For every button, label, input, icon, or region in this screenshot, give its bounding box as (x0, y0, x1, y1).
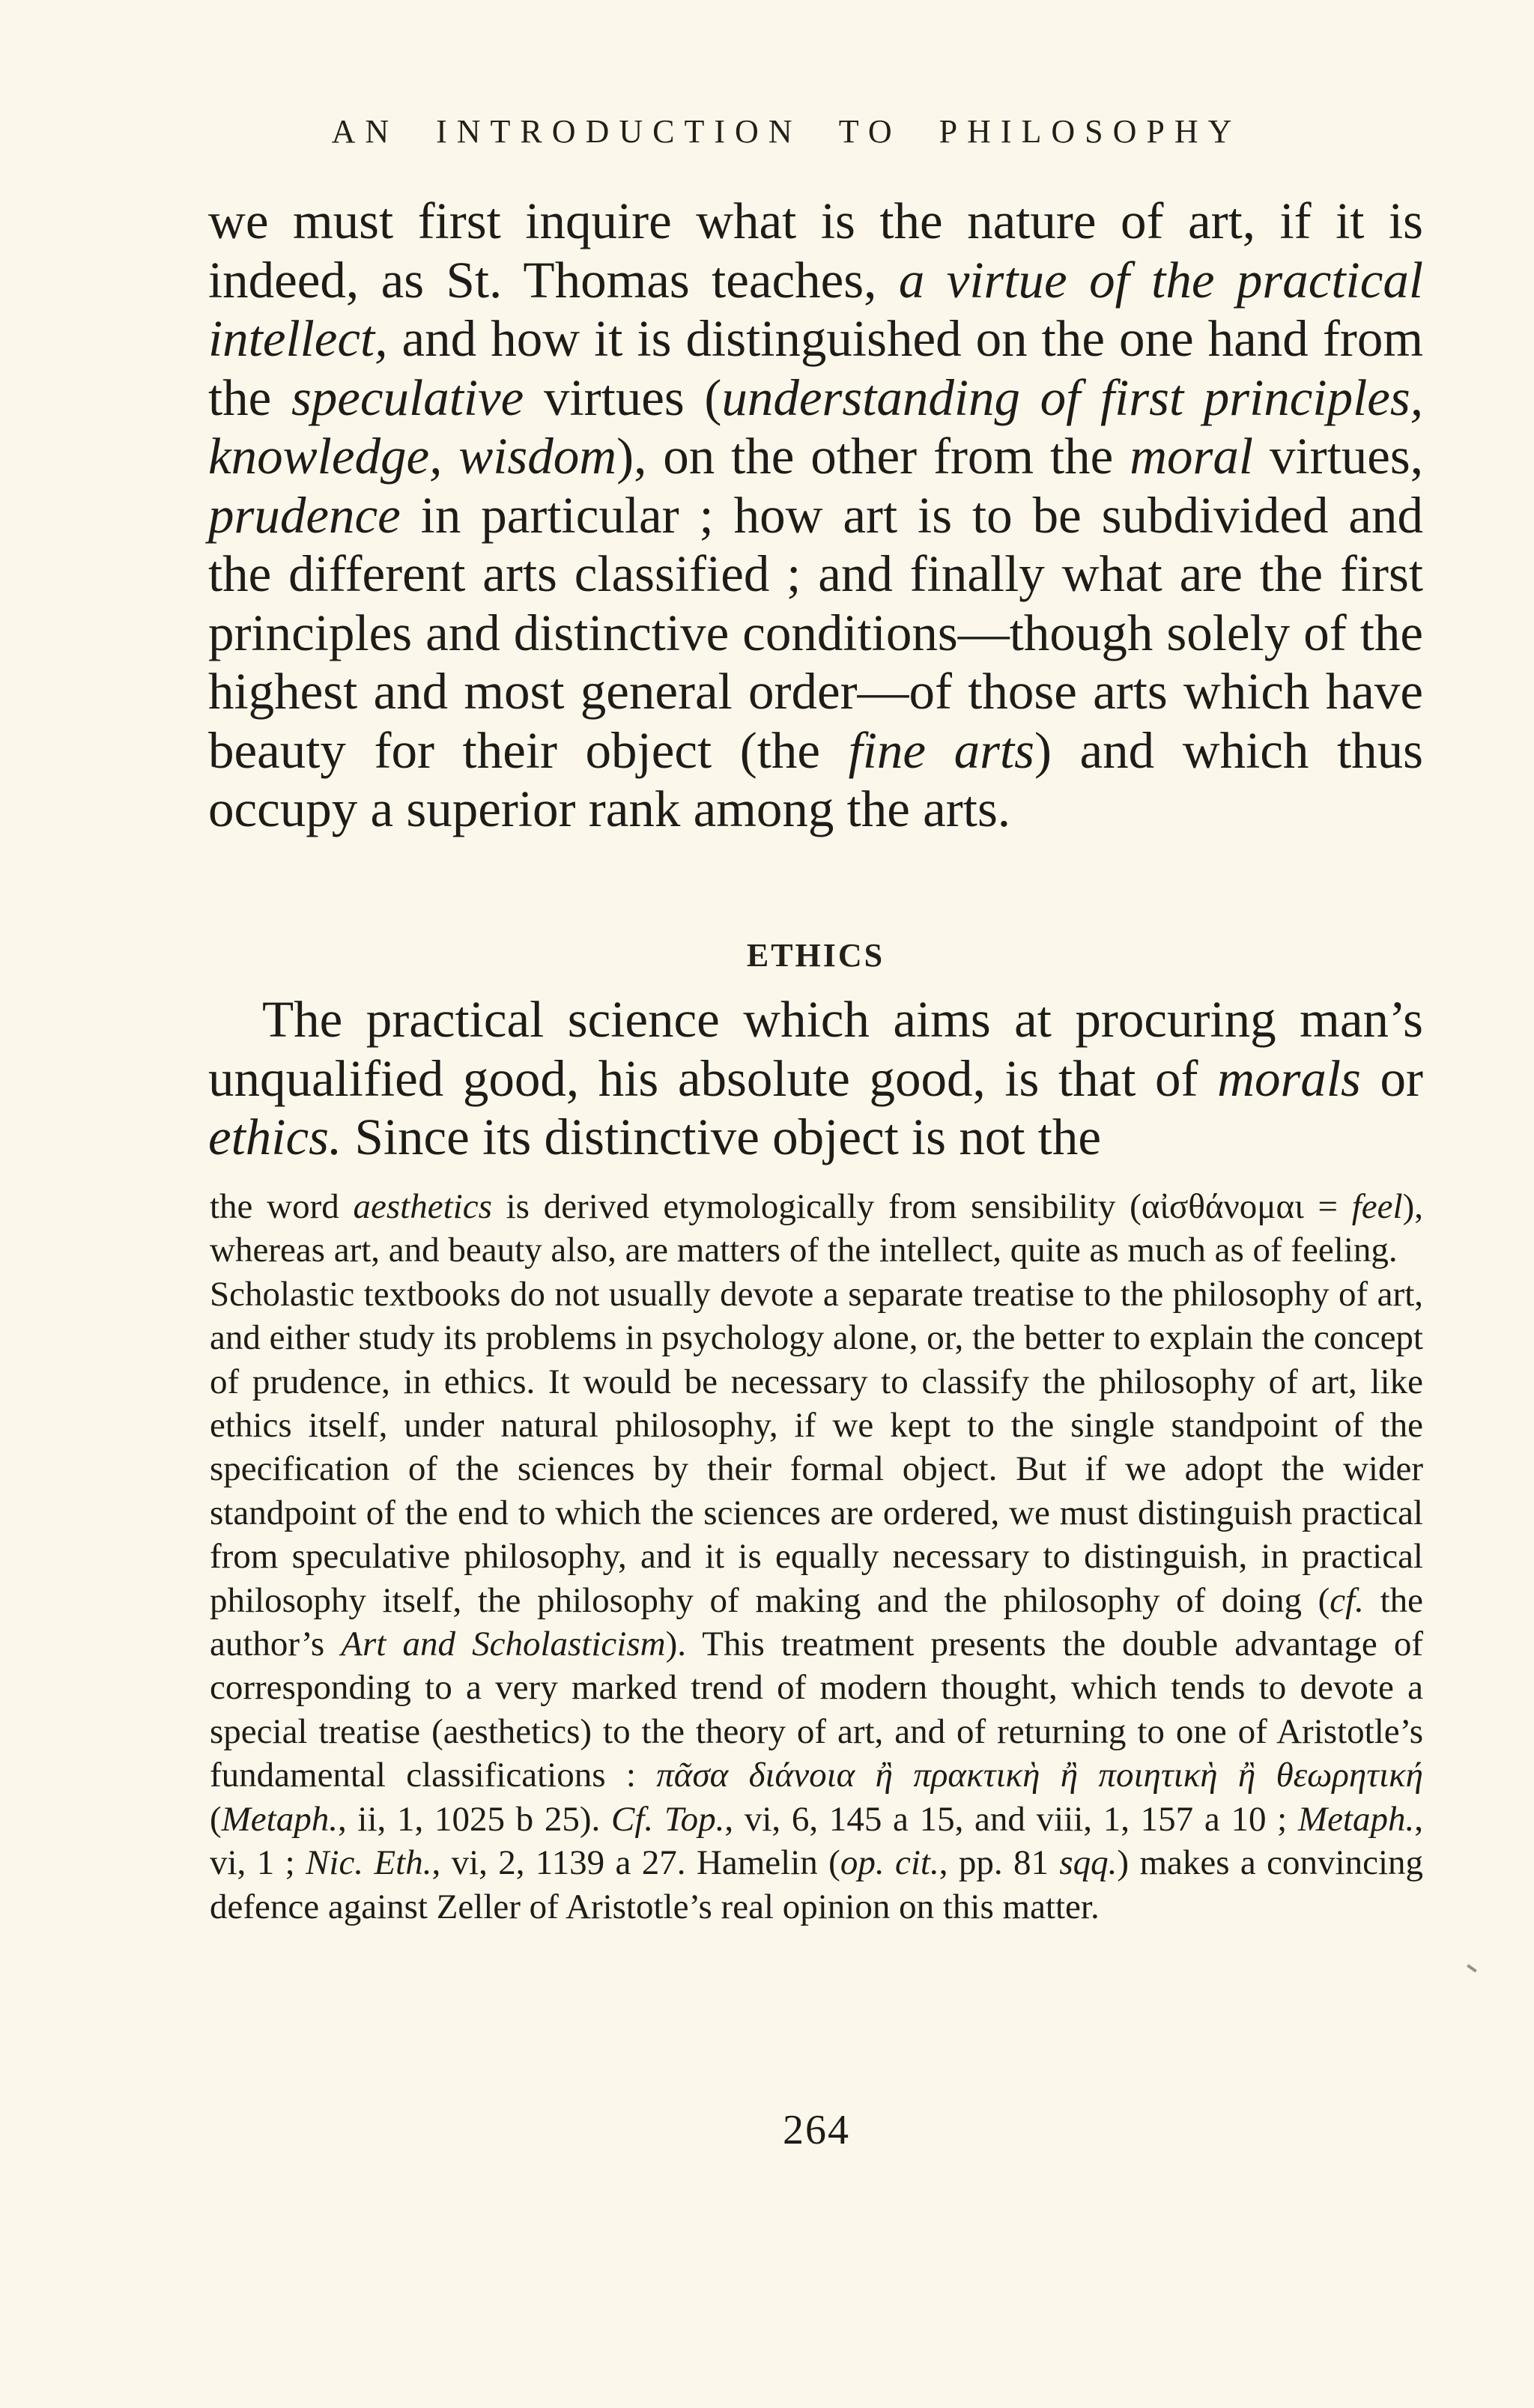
text-run: the author’s (210, 1580, 1424, 1664)
italic-run: ethics. (208, 1109, 342, 1165)
italic-run: understanding of first principles, knowledge, wisdom (208, 369, 1423, 485)
italic-run: op. cit. (840, 1843, 939, 1883)
text-run: in particular ; how art is to be subdivided and the different arts classified ; and finally what are the first principles and distinctive conditions—though solely of the highest and most general order—of those arts which have beauty for their object (the (208, 486, 1423, 779)
italic-run: aesthetics (353, 1187, 492, 1226)
text-run: The practical science which aims at procuring man’s unqualified good, his absolute good, is that of (208, 991, 1423, 1107)
text-run: ). This treatment presents the double advantage of corresponding to a very marked trend of modern thought, which tends to devote a special treatise (aesthetics) to the theory of art, and of returning to one of Aristotle’s fundamental classifications : (210, 1625, 1423, 1795)
text-run: , pp. 81 (939, 1843, 1060, 1883)
text-run: , ii, 1, 1025 b 25). (337, 1799, 611, 1839)
section-heading: ETHICS (746, 937, 885, 974)
text-run: , vi, 6, 145 a 15, and viii, 1, 157 a 10 ; (724, 1799, 1298, 1839)
italic-run: feel (1351, 1187, 1403, 1226)
italic-run: Art and Scholasticism (341, 1625, 666, 1664)
page-number: 264 (783, 2107, 850, 2153)
footnote-paragraph (210, 1273, 1423, 1929)
text-run: ( (210, 1799, 222, 1839)
italic-run: sqq. (1059, 1843, 1118, 1883)
body-paragraph (208, 192, 1423, 839)
italic-run: moral (1130, 428, 1254, 485)
ethics-paragraph (208, 990, 1423, 1167)
text-run: we must first inquire what is the nature of art, if it is indeed, as St. Thomas teaches, (208, 192, 1423, 309)
print-speck (1467, 1964, 1477, 1972)
italic-run: Cf. Top. (610, 1799, 725, 1839)
italic-run: fine arts (848, 721, 1034, 779)
footnote-block (210, 1185, 1423, 1929)
italic-run: morals (1217, 1049, 1361, 1107)
greek-quote: πᾶσα διάνοια ἢ πρακτικὴ ἢ ποιητικὴ ἢ θεωρητική (656, 1756, 1423, 1795)
text-run: ) makes a convincing defence against Zeller of Aristotle’s real opinion on this matter. (210, 1843, 1424, 1926)
text-run: ) and which thus occupy a superior rank among the arts. (208, 721, 1423, 837)
text-run: and how it is distinguished on the one hand from the (208, 310, 1423, 426)
text-run: Scholastic textbooks do not usually devote a separate treatise to the philosophy of art, and either study its problems in psychology alone, or, the better to explain the concept of prudence, in ethics. It would be necessary to classify the philosophy of art, like ethics itself, under natural philosophy, if we kept to the single standpoint of the specification of the sciences by their formal object. But if we adopt the wider standpoint of the end to which the sciences are ordered, we must distinguish practical from speculative philosophy, and it is equally necessary to distinguish, in practical philosophy itself, the philosophy of making and the philosophy of doing ( (210, 1274, 1423, 1620)
text-run: Since its distinctive object is not the (342, 1109, 1101, 1165)
text-run: , vi, 1 ; (210, 1799, 1423, 1883)
italic-run: Metaph. (221, 1799, 338, 1839)
text-run: , vi, 2, 1139 a 27. Hamelin ( (431, 1843, 840, 1883)
running-header: AN INTRODUCTION TO PHILOSOPHY (331, 113, 1242, 150)
text-run: ), whereas art, and beauty also, are matters of the intellect, quite as much as of feeling. (210, 1187, 1423, 1270)
italic-run: Nic. Eth. (306, 1843, 432, 1883)
text-run: virtues ( (524, 369, 722, 426)
text-run: ), on the other from the (616, 428, 1130, 485)
text-run: or (1360, 1049, 1423, 1107)
italic-run: cf. (1330, 1580, 1364, 1620)
italic-run: Metaph. (1297, 1799, 1415, 1839)
text-run: the word (210, 1187, 354, 1226)
italic-run: speculative (291, 369, 524, 426)
footnote-continuation (210, 1185, 1423, 1273)
italic-run: prudence (208, 486, 401, 544)
text-run: is derived etymologically from sensibility (αἰσθάνομαι = (491, 1187, 1352, 1226)
italic-run: a virtue of the practical intellect, (208, 251, 1423, 367)
text-run: virtues, (1253, 428, 1424, 485)
